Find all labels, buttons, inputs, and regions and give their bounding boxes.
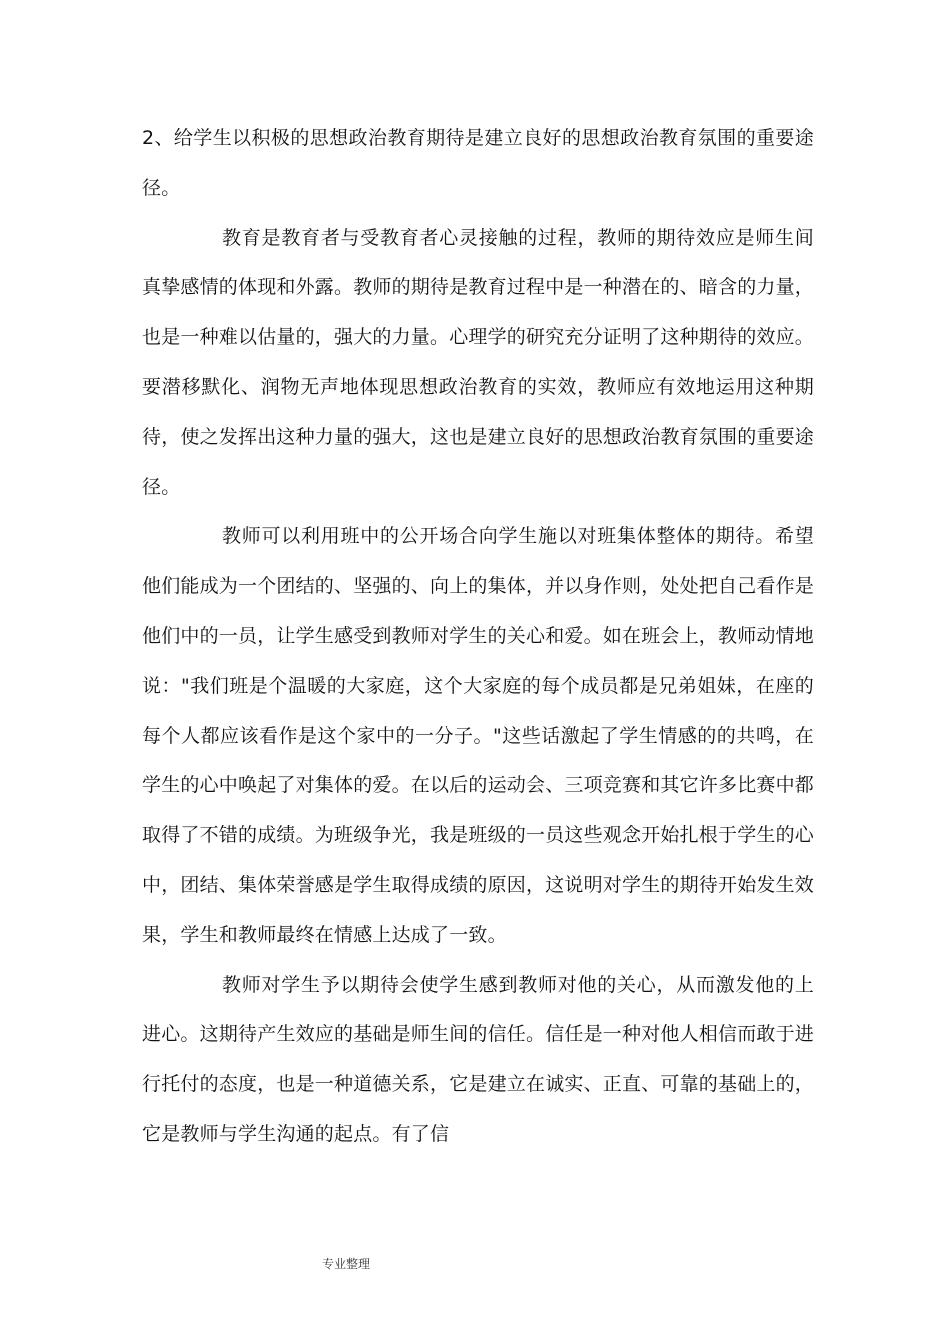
body-paragraph-2: 教师可以利用班中的公开场合向学生施以对班集体整体的期待。希望他们能成为一个团结的、坚强的、向上的集体，并以身作则，处处把自己看作是他们中的一员，让学生感受到教师对学生的关心和爱。如在班会上，教师动情地说："我们班是个温暖的大家庭，这个大家庭的每个成员都是兄弟姐妹，在座的每个人都应该看作是这个家中的一分子。"这些话激起了学生情感的的共鸣，在学生的心中唤起了对集体的爱。在以后的运动会、三项竞赛和其它许多比赛中都取得了不错的成绩。为班级争光，我是班级的一员这些观念开始扎根于学生的心中，团结、集体荣誉感是学生取得成绩的原因，这说明对学生的期待开始发生效果，学生和教师最终在情感上达成了一致。 xyxy=(142,525,815,946)
section-heading-paragraph: 2、给学生以积极的思想政治教育期待是建立良好的思想政治教育氛围的重要途径。 xyxy=(142,127,814,199)
page-footer: 专业整理 xyxy=(322,1257,371,1271)
document-body xyxy=(142,114,814,1160)
body-paragraph-3: 教师对学生予以期待会使学生感到教师对他的关心，从而激发他的上进心。这期待产生效应的基础是师生间的信任。信任是一种对他人相信而敢于进行托付的态度，也是一种道德关系，它是建立在诚实、正直、可靠的基础上的，它是教师与学生沟通的起点。有了信 xyxy=(142,973,815,1145)
body-paragraph-1: 教育是教育者与受教育者心灵接触的过程，教师的期待效应是师生间真挚感情的体现和外露。教师的期待是教育过程中是一种潜在的、暗含的力量，也是一种难以估量的，强大的力量。心理学的研究充分证明了这种期待的效应。要潜移默化、润物无声地体现思想政治教育的实效，教师应有效地运用这种期待，使之发挥出这种力量的强大，这也是建立良好的思想政治教育氛围的重要途径。 xyxy=(142,226,815,498)
